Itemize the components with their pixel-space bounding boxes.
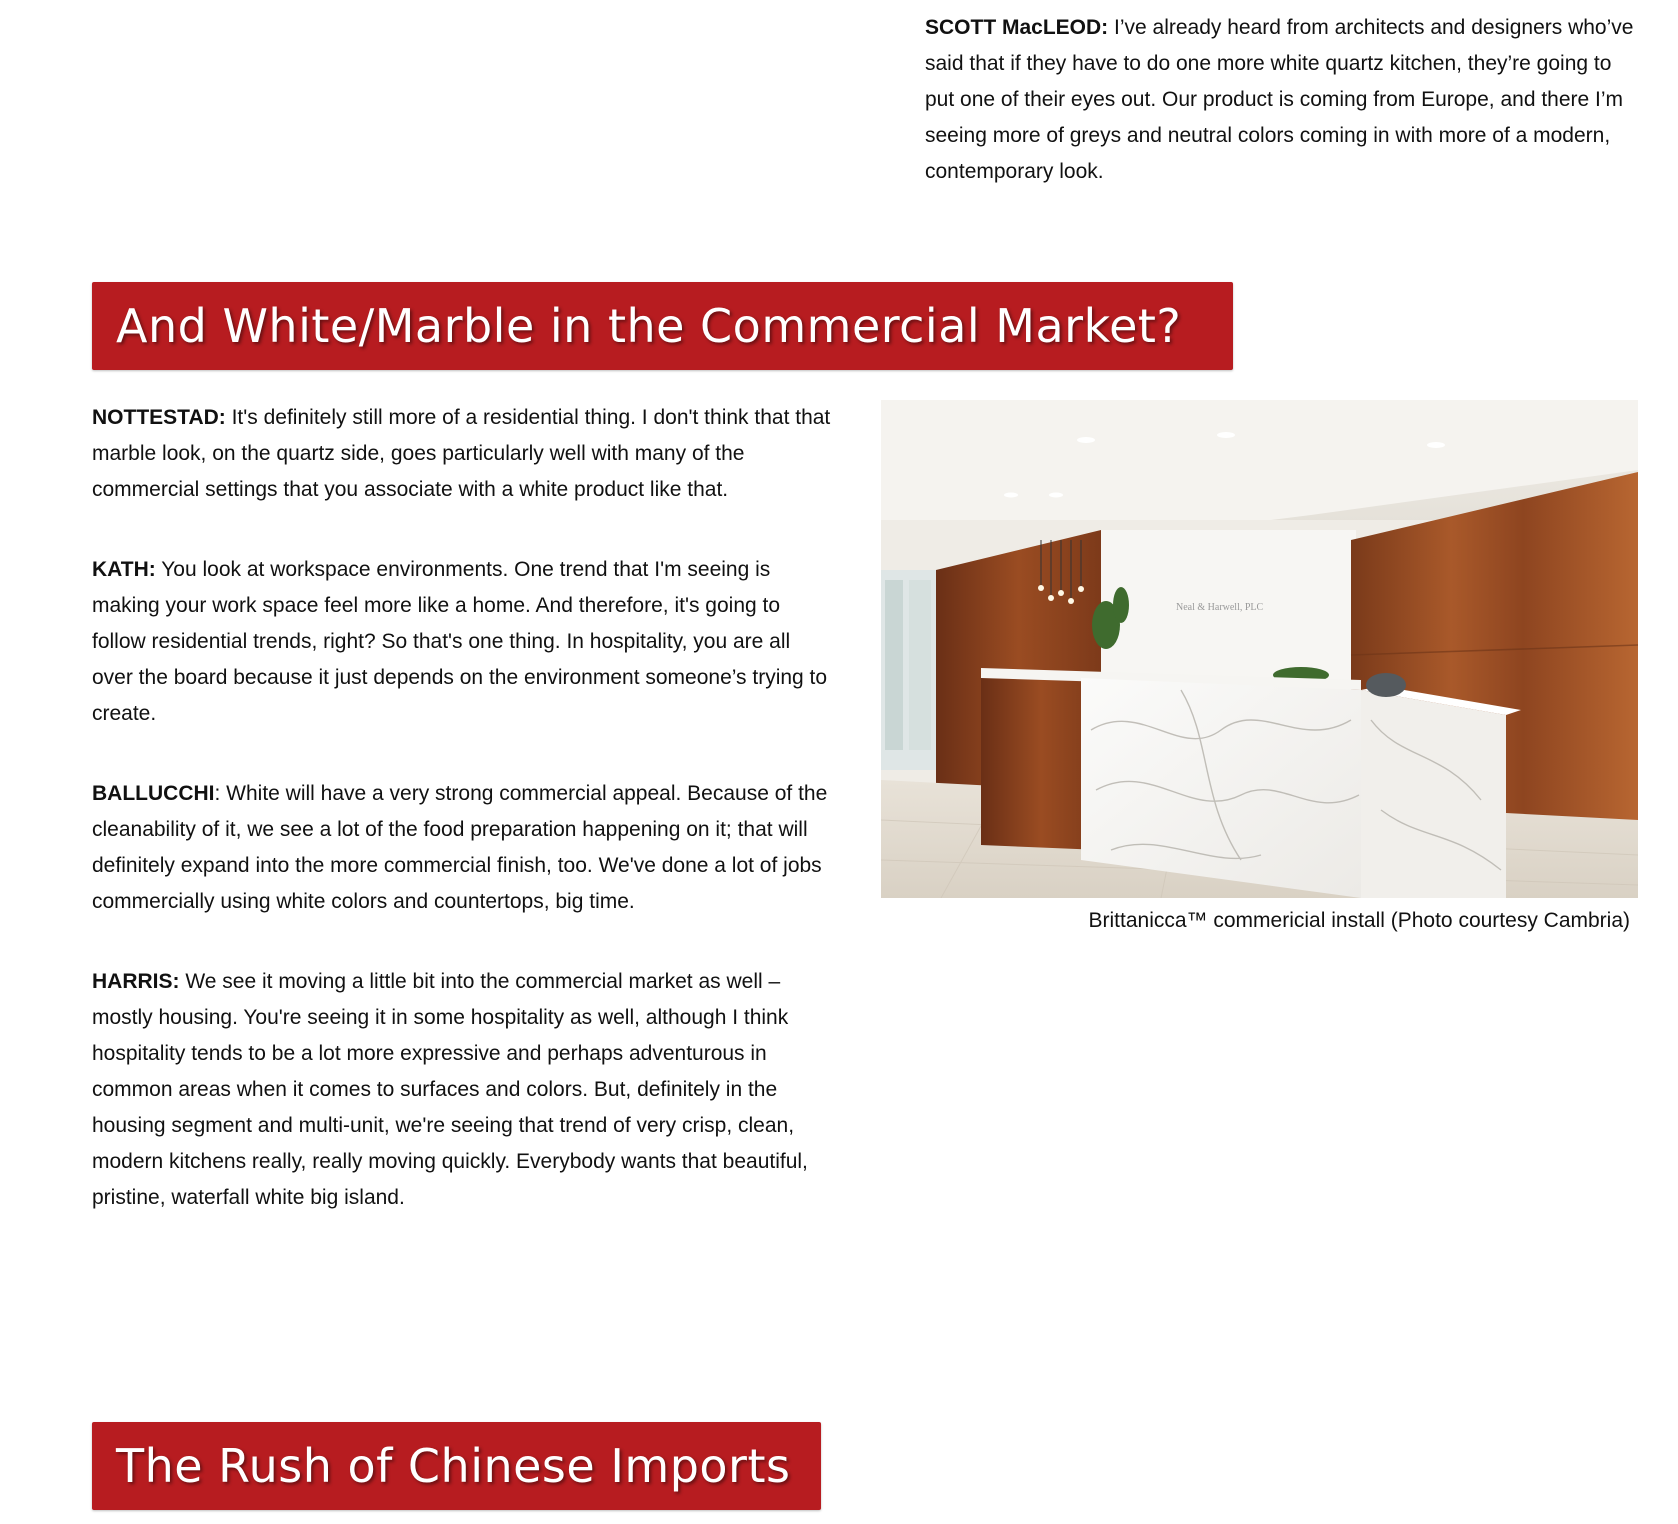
speaker-name: HARRIS: <box>92 970 180 993</box>
reception-desk-photo <box>881 400 1638 898</box>
section-heading-banner <box>92 1422 821 1510</box>
speaker-name: NOTTESTAD: <box>92 406 226 429</box>
section-heading: And White/Marble in the Commercial Market? <box>116 299 1182 353</box>
quote-scott-macleod <box>925 10 1635 190</box>
speaker-name: BALLUCCHI <box>92 782 215 805</box>
quote-harris <box>92 964 832 1216</box>
quote-text: It's definitely still more of a residential thing. I don't think that that marble look, on the quartz side, goes particularly well with many of the commercial settings that you associate with a white product like that. <box>92 406 831 501</box>
quote-text: You look at workspace environments. One trend that I'm seeing is making your work space feel more like a home. And therefore, it's going to follow residential trends, right? So that's one thing. In hospitality, you are all over the board because it just depends on the environment someone’s trying to create. <box>92 558 828 725</box>
section-heading-banner <box>92 282 1233 370</box>
wall-sign-text: Neal & Harwell, PLC <box>1176 602 1264 613</box>
section-heading: The Rush of Chinese Imports <box>116 1439 791 1493</box>
quote-nottestad <box>92 400 832 508</box>
speaker-name: KATH: <box>92 558 156 581</box>
quote-text: I’ve already heard from architects and designers who’ve said that if they have to do one more white quartz kitchen, they’re going to put one of their eyes out. Our product is coming from Europe, and there I’m seeing more of greys and neutral colors coming in with more of a modern, contemporary look. <box>925 16 1634 183</box>
quote-ballucchi <box>92 776 832 920</box>
photo-caption: Brittanicca™ commericial install (Photo courtesy Cambria) <box>1088 909 1630 932</box>
quote-text: We see it moving a little bit into the commercial market as well – mostly housing. You're seeing it in some hospitality as well, although I think hospitality tends to be a lot more expressive and perhaps adventurous in common areas when it comes to surfaces and colors. But, definitely in the housing segment and multi-unit, we're seeing that trend of very crisp, clean, modern kitchens really, really moving quickly. Everybody wants that beautiful, pristine, waterfall white big island. <box>92 970 808 1209</box>
quote-text: : White will have a very strong commercial appeal. Because of the cleanability of it, we see a lot of the food preparation happening on it; that will definitely expand into the more commercial finish, too. We've done a lot of jobs commercially using white colors and countertops, big time. <box>92 782 828 913</box>
photo-figure <box>881 400 1638 936</box>
speaker-name: SCOTT MacLEOD: <box>925 16 1109 39</box>
interview-column <box>92 400 832 1260</box>
quote-kath <box>92 552 832 732</box>
